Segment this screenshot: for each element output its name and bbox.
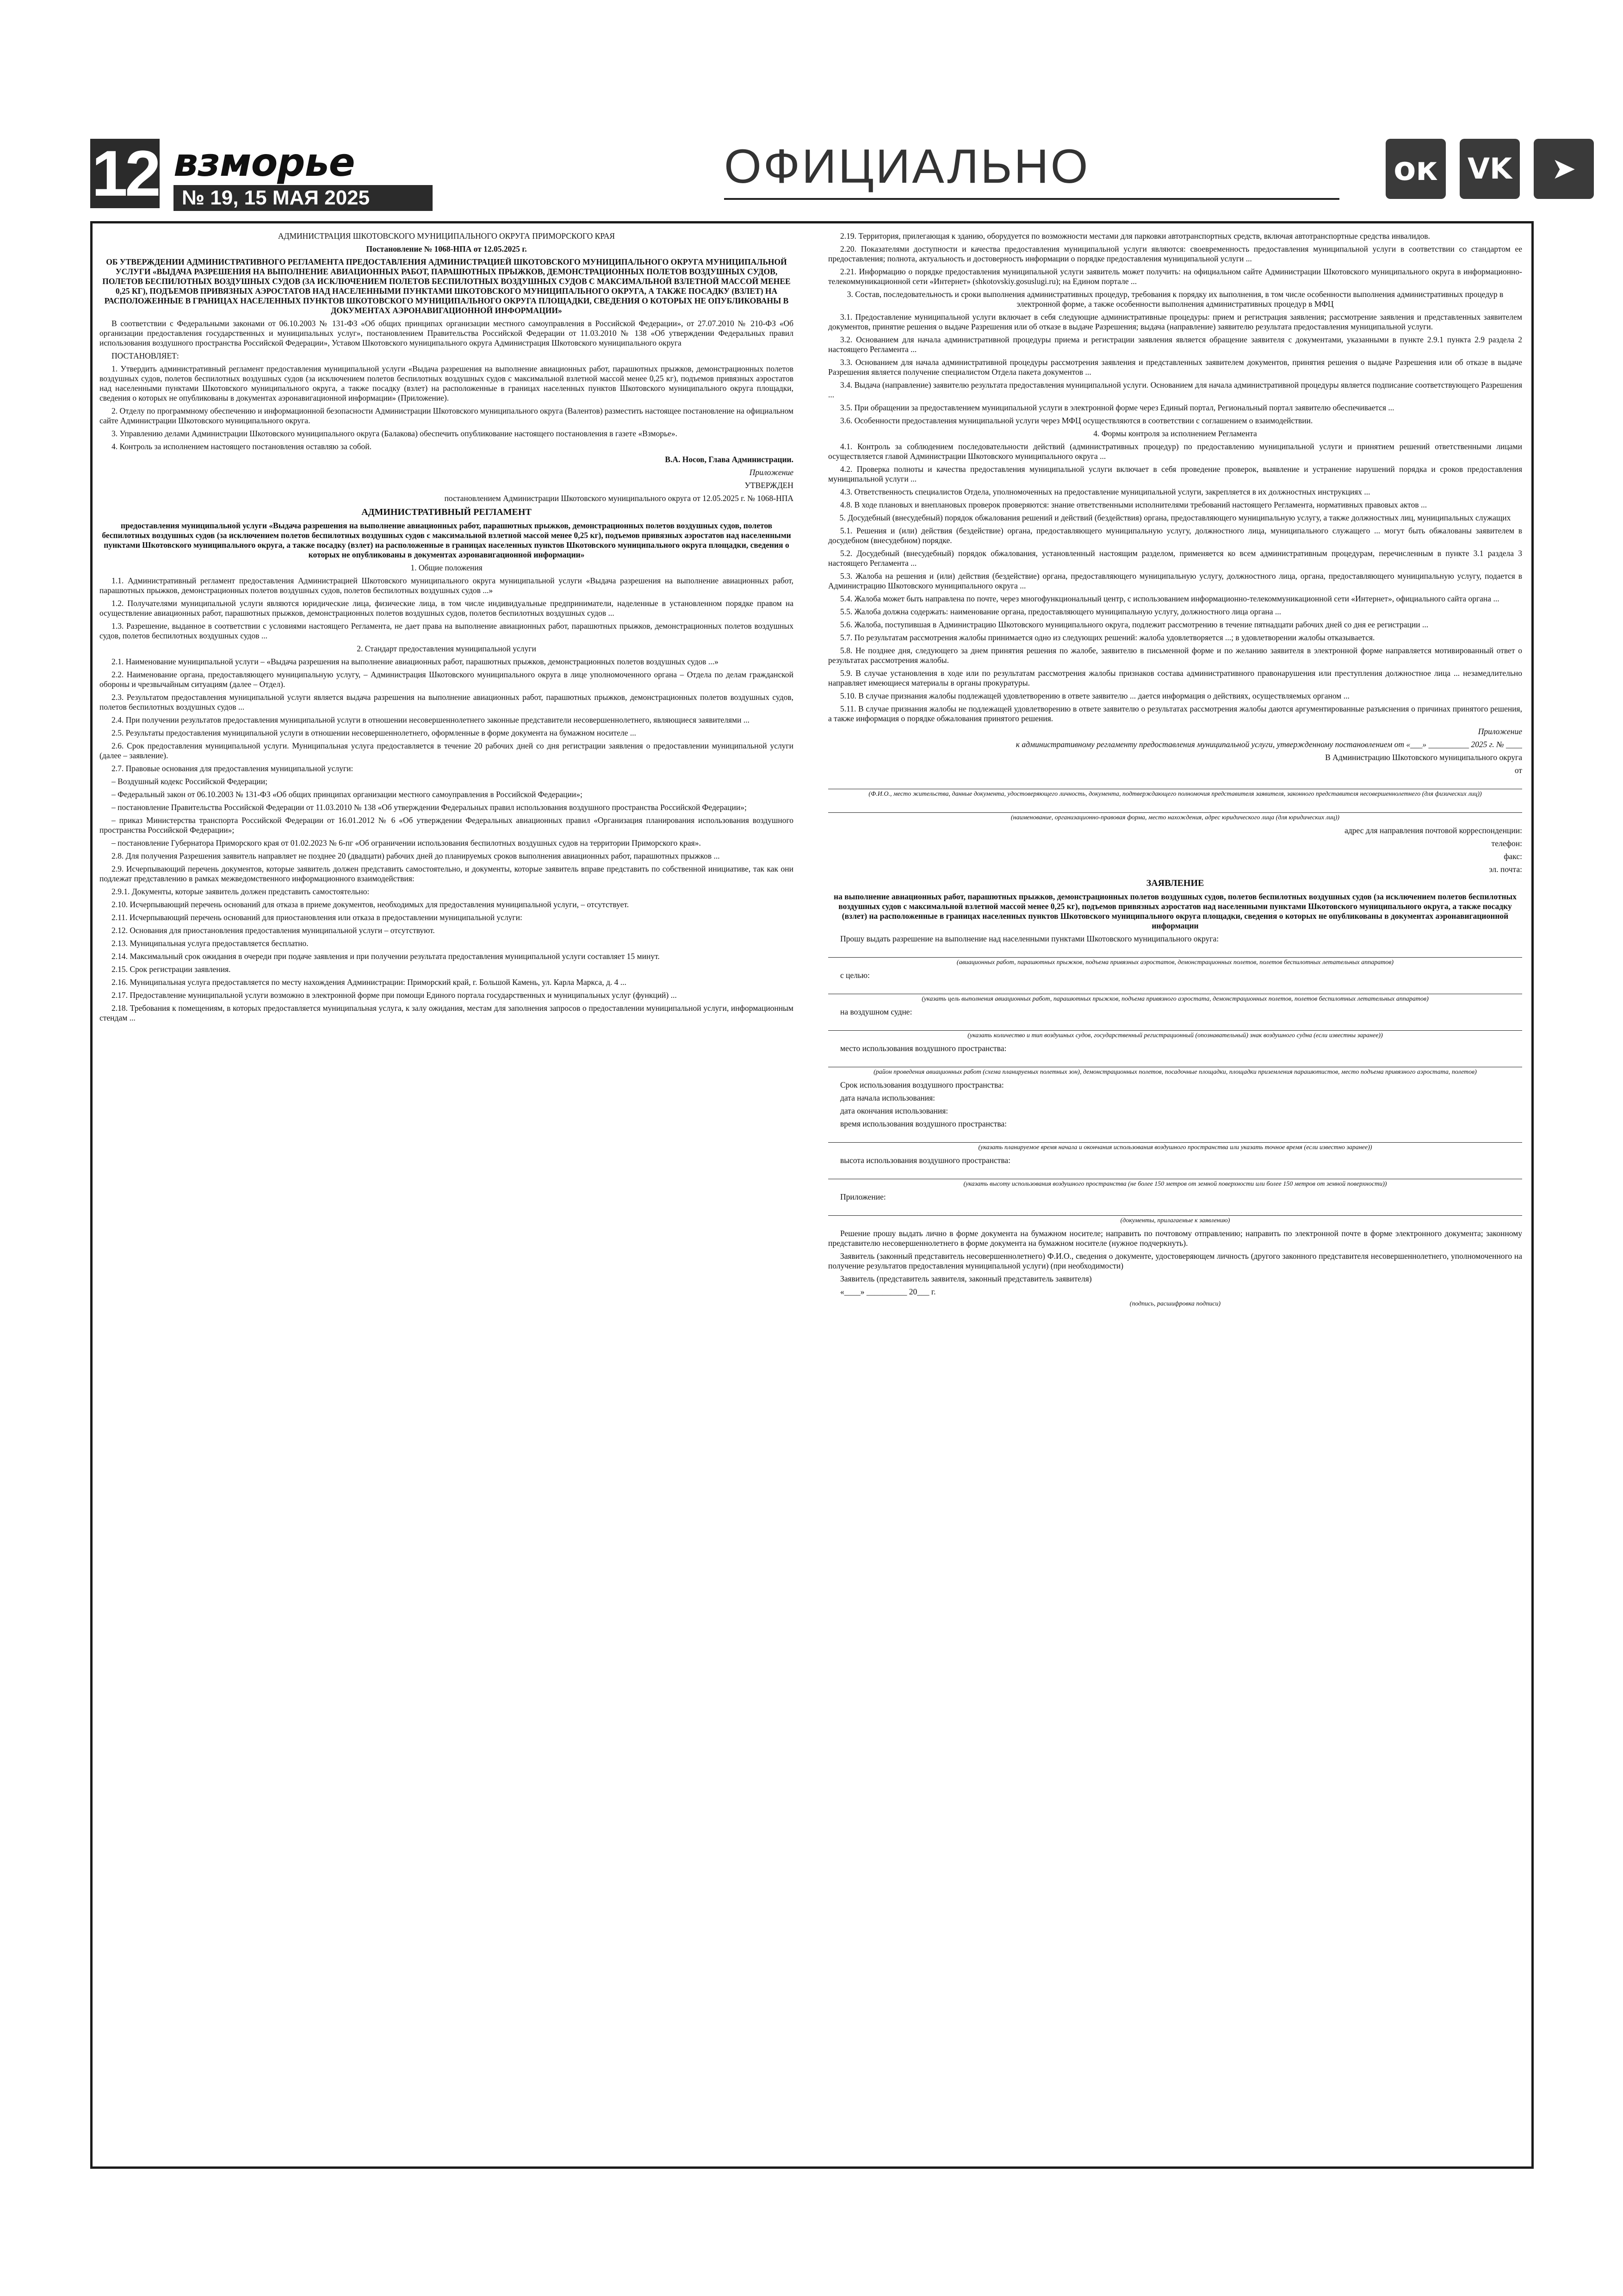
clause-5-5: 5.5. Жалоба должна содержать: наименование органа, предоставляющего муниципальную услугу, должностного лица органа ... (840, 607, 1282, 616)
clause-2-15: 2.15. Срок регистрации заявления. (112, 965, 231, 974)
form-decision: Решение прошу выдать лично в форме документа на бумажном носителе; направить по почтовому отправлению; направить по электронной почте в форме электронного документа; законному представителю несовершеннолетнего в форме документа на бумажном носителе (нужное подчеркнуть). (828, 1229, 1522, 1248)
clause-1-1: 1.1. Административный регламент предоставления Администрацией Шкотовского муниципального округа муниципальной услуги «Выдача разрешения на выполнение авиационных работ, парашютных прыжков, демонстрационных полетов воздушных судов, полетов беспилотных воздушных судов ...» (99, 576, 793, 595)
form-field-line[interactable] (828, 779, 1522, 789)
clause-1-2: 1.2. Получателями муниципальной услуги являются юридические лица, физические лица, в том числе индивидуальные предприниматели, наделенные в установленном порядке правом на осуществление авиационных работ, парашютных прыжков, демонстрационных полетов воздушных судов, полетов беспилотных воздушных судов ... (99, 599, 793, 618)
clause-3-5: 3.5. При обращении за предоставлением муниципальной услуги в электронной форме через Единый портал, Региональный портал заявителю обеспечивается ... (840, 403, 1394, 412)
clause-1-3: 1.3. Разрешение, выданное в соответствии с условиями настоящего Регламента, не дает права на выполнение авиационных работ, парашютных прыжков, демонстрационных полетов воздушных судов, полетов беспилотных воздушных судов ... (99, 621, 793, 640)
form-field-line[interactable] (828, 1205, 1522, 1216)
clause-2-13: 2.13. Муниципальная услуга предоставляется бесплатно. (112, 939, 309, 948)
form-hint: (документы, прилагаемые к заявлению) (1120, 1217, 1230, 1224)
clause-2-7: 2.7. Правовые основания для предоставления муниципальной услуги: (112, 764, 353, 773)
form-time-label: время использования воздушного пространства: (840, 1119, 1007, 1128)
section-1-heading: 1. Общие положения (410, 563, 483, 572)
issue-date: № 19, 15 МАЯ 2025 (173, 185, 433, 211)
form-consent: Заявитель (законный представитель несовершеннолетнего) Ф.И.О., сведения о документе, удостоверяющем личность (другого законного представителя несовершеннолетнего, уполномоченного на получение результатов предоставления муниципальной услуги) (при необходимости) (828, 1251, 1522, 1270)
section-title: ОФИЦИАЛЬНО (724, 140, 1090, 193)
clause-5-6: 5.6. Жалоба, поступившая в Администрацию Шкотовского муниципального округа, подлежит рассмотрению в течение пятнадцати рабочих дней со дня ее регистрации ... (840, 620, 1429, 629)
form-from-label: от (1514, 766, 1522, 775)
clause-2-9-1: 2.9.1. Документы, которые заявитель должен представить самостоятельно: (112, 887, 370, 896)
form-aircraft-label: на воздушном судне: (840, 1007, 912, 1016)
law-item: – приказ Министерства транспорта Российской Федерации от 16.01.2012 № 6 «Об утверждении Федеральных авиационных правил «Организация планирования использования воздушного пространства Российской Федерации»; (99, 816, 793, 835)
law-item: – Воздушный кодекс Российской Федерации; (112, 777, 268, 786)
regulation-subtitle: предоставления муниципальной услуги «Выдача разрешения на выполнение авиационных работ, парашютных прыжков, демонстрационных полетов воздушных судов, полетов беспилотных воздушных судов (за исключением полетов беспилотных воздушных судов с максимальной взлетной массой менее 0,25 кг), подъемов привязных аэростатов над населенными пунктами Шкотовского муниципального округа, а также посадку (взлет) на расположенные в границах населенных пунктов Шкотовского муниципального округа площадки, сведения о которых не опубликованы в документах аэронавигационной информации» (102, 521, 791, 559)
clause-2-11: 2.11. Исчерпывающий перечень оснований для приостановления или отказа в предоставлении муниципальной услуги: (112, 913, 522, 922)
form-hint: (авиационных работ, парашютных прыжков, подъема привязных аэростатов, демонстрационных полетов, полетов беспилотных летательных аппаратов) (956, 959, 1394, 966)
form-title: ЗАЯВЛЕНИЕ (1146, 878, 1204, 888)
clause-2-19: 2.19. Территория, прилегающая к зданию, оборудуется по возможности местами для парковки автотранспортных средств, включая автотранспортные средства инвалидов. (840, 231, 1430, 241)
section-5-heading: 5. Досудебный (внесудебный) порядок обжалования решений и действий (бездействия) органа, предоставляющего муниципальную услугу, а также должностных лиц, муниципальных служащих (839, 513, 1511, 522)
clause-5-7: 5.7. По результатам рассмотрения жалобы принимается одно из следующих решений: жалоба удовлетворяется ...; в удовлетворении жалобы отказывается. (840, 633, 1375, 642)
approved-by: постановлением Администрации Шкотовского муниципального округа от 12.05.2025 г. № 1068-НПА (444, 494, 793, 503)
clause-5-9: 5.9. В случае установления в ходе или по результатам рассмотрения жалобы признаков состава административного правонарушения или преступления должностное лица ... незамедлительно направляет имеющиеся материалы в органы прокуратуры. (828, 668, 1522, 687)
section-4-heading: 4. Формы контроля за исполнением Регламента (1093, 429, 1257, 438)
decree-item-3: 3. Управлению делами Администрации Шкотовского муниципального округа (Балакова) обеспечить опубликование настоящего постановления в газете «Взморье». (112, 429, 677, 438)
clause-4-8: 4.8. В ходе плановых и внеплановых проверок проверяются: знание ответственными исполнителями требований настоящего Регламента, нормативных правовых актов ... (840, 500, 1427, 509)
form-attachments-label: Приложение: (840, 1192, 886, 1201)
law-item: – Федеральный закон от 06.10.2003 № 131-ФЗ «Об общих принципах организации местного самоуправления в Российской Федерации»; (112, 790, 582, 799)
section-rule (724, 198, 1339, 200)
form-request: Прошу выдать разрешение на выполнение над населенными пунктами Шкотовского муниципального округа: (840, 934, 1219, 943)
form-end-label: дата окончания использования: (840, 1106, 948, 1115)
clause-2-16: 2.16. Муниципальная услуга предоставляется по месту нахождения Администрации: Приморский край, г. Большой Камень, ул. Карла Маркса, д. 4 ... (112, 978, 626, 987)
clause-2-8: 2.8. Для получения Разрешения заявитель направляет не позднее 20 (двадцати) рабочих дней до планируемых сроков выполнения авиационных работ, парашютных прыжков ... (112, 851, 720, 860)
form-org-hint: (наименование, организационно-правовая форма, место нахождения, адрес юридического лица (для юридических лиц)) (1010, 814, 1340, 821)
form-fax-label: факс: (1504, 852, 1522, 861)
form-field-line[interactable] (828, 1169, 1522, 1179)
form-hint: (подпись, расшифровка подписи) (1129, 1300, 1221, 1307)
approved-label: УТВЕРЖДЕН (744, 481, 793, 490)
clause-4-2: 4.2. Проверка полноты и качества предоставления муниципальной услуги включает в себя проведение проверок, выявление и устранение нарушений порядка и сроков предоставления муниципальной услуги ... (828, 464, 1522, 483)
clause-2-20: 2.20. Показателями доступности и качества предоставления муниципальной услуги являются: своевременность предоставления муниципальной услуги в соответствии со стандартом ее предоставления; полнота, актуальность и достоверность информации о порядке предоставления муниципальной услуги ... (828, 244, 1522, 263)
clause-5-10: 5.10. В случае признания жалобы подлежащей удовлетворению в ответе заявителю ... дается информация о действиях, осуществляемых органом ... (840, 691, 1350, 700)
clause-3-3: 3.3. Основанием для начала административной процедуры рассмотрения заявления и представленных заявителем документов, принятия решения о выдаче Разрешения или об отказе в выдаче Разрешения является получение специалистом Отдела пакета документов ... (828, 358, 1522, 377)
clause-5-3: 5.3. Жалоба на решения и (или) действия (бездействие) органа, предоставляющего муниципальную услугу, должностного лица, органа, предоставляющего муниципальную услугу, подается в Администрацию Шкотовского муниципального округа ... (828, 571, 1522, 590)
right-column (828, 231, 1522, 2160)
telegram-icon: ➤ (1534, 139, 1594, 199)
clause-5-1: 5.1. Решения и (или) действия (бездействие) органа, предоставляющего муниципальную услугу, должностного лица, муниципального служащего ... могут быть обжалованы заявителем в досудебном (внесудебном) порядке. (828, 526, 1522, 545)
form-start-label: дата начала использования: (840, 1093, 935, 1102)
preamble: В соответствии с Федеральными законами от 06.10.2003 № 131-ФЗ «Об общих принципах организации местного самоуправления в Российской Федерации», от 27.07.2010 № 210-ФЗ «Об организации предоставления государственных и муниципальных услуг», постановлением Правительства Российской Федерации от 11.03.2010 № 138 «Об утверждении Федеральных правил использования воздушного пространства Российской Федерации», Уставом Шкотовского муниципального округа Администрация Шкотовского муниципального округа (99, 319, 793, 347)
newspaper-logo: взморье (173, 140, 355, 185)
decree-item-2: 2. Отделу по программному обеспечению и информационной безопасности Администрации Шкотовского муниципального округа (Валентов) разместить настоящее постановление на официальном сайте Администрации Шкотовского муниципального округа. (99, 406, 793, 425)
appendix-label: Приложение (749, 468, 793, 477)
form-goal-label: с целью: (840, 971, 870, 980)
form-date: «____» __________ 20___ г. (840, 1287, 936, 1296)
section-2-heading: 2. Стандарт предоставления муниципальной услуги (357, 644, 536, 653)
form-field-line[interactable] (828, 802, 1522, 813)
decree-title: ОБ УТВЕРЖДЕНИИ АДМИНИСТРАТИВНОГО РЕГЛАМЕНТА ПРЕДОСТАВЛЕНИЯ АДМИНИСТРАЦИЕЙ ШКОТОВСКОГО МУНИЦИПАЛЬНОГО ОКРУГА МУНИЦИПАЛЬНОЙ УСЛУГИ «ВЫДАЧА РАЗРЕШЕНИЯ НА ВЫПОЛНЕНИЕ АВИАЦИОННЫХ РАБОТ, ПАРАШЮТНЫХ ПРЫЖКОВ, ДЕМОНСТРАЦИОННЫХ ПОЛЕТОВ ВОЗДУШНЫХ СУДОВ, ПОЛЕТОВ БЕСПИЛОТНЫХ ВОЗДУШНЫХ СУДОВ (ЗА ИСКЛЮЧЕНИЕМ ПОЛЕТОВ БЕСПИЛОТНЫХ ВОЗДУШНЫХ СУДОВ С МАКСИМАЛЬНОЙ ВЗЛЕТНОЙ МАССОЙ МЕНЕЕ 0,25 КГ), ПОДЪЕМОВ ПРИВЯЗНЫХ АЭРОСТАТОВ НАД НАСЕЛЕННЫМИ ПУНКТАМИ ШКОТОВСКОГО МУНИЦИПАЛЬНОГО ОКРУГА, А ТАКЖЕ ПОСАДКУ (ВЗЛЕТ) НА РАСПОЛОЖЕННЫЕ В ГРАНИЦАХ НАСЕЛЕННЫХ ПУНКТОВ ШКОТОВСКОГО МУНИЦИПАЛЬНОГО ОКРУГА ПЛОЩАДКИ, СВЕДЕНИЯ О КОТОРЫХ НЕ ОПУБЛИКОВАНЫ В ДОКУМЕНТАХ АЭРОНАВИГАЦИОННОЙ ИНФОРМАЦИИ» (102, 257, 791, 315)
law-item: – постановление Правительства Российской Федерации от 11.03.2010 № 138 «Об утверждении Федеральных правил использования воздушного пространства Российской Федерации»; (112, 803, 747, 812)
form-hint: (указать планируемое время начала и окончания использования воздушного пространства или указать точное время (если известно заранее)) (978, 1144, 1372, 1151)
regulation-title: АДМИНИСТРАТИВНЫЙ РЕГЛАМЕНТ (361, 507, 532, 517)
clause-4-3: 4.3. Ответственность специалистов Отдела, уполномоченных на предоставление муниципальной услуги, закрепляется в их должностных инструкциях ... (840, 487, 1370, 496)
clause-3-1: 3.1. Предоставление муниципальной услуги включает в себя следующие административные процедуры: прием и регистрация заявления; рассмотрение заявления и представленных заявителем документов, принятие решения о выдаче Разрешения или об отказе в выдаче Разрешения; выдача (направление) заявителю результата предоставления муниципальной услуги. (828, 312, 1522, 331)
law-item: – постановление Губернатора Приморского края от 01.02.2023 № 6-пг «Об ограничении использования беспилотных воздушных судов на территории Приморского края». (112, 838, 701, 848)
clause-2-2: 2.2. Наименование органа, предоставляющего муниципальную услугу, – Администрация Шкотовского муниципального округа в лице уполномоченного органа – Отдела по делам гражданской обороны и чрезвычайным ситуациям (далее – Отдел). (99, 670, 793, 689)
form-hint: (указать высоту использования воздушного пространства (не более 150 метров от земной поверхности или более 150 метров от земной поверхности)) (963, 1181, 1387, 1188)
form-period-label: Срок использования воздушного пространства: (840, 1080, 1004, 1089)
form-from-hint: (Ф.И.О., место жительства, данные документа, удостоверяющего личность, документа, подтверждающего полномочия представителя заявителя, законного представителя несовершеннолетнего (для физических лиц)) (868, 791, 1482, 798)
form-place-label: место использования воздушного пространства: (840, 1044, 1007, 1053)
clause-2-3: 2.3. Результатом предоставления муниципальной услуги является выдача разрешения на выполнение авиационных работ, парашютных прыжков, демонстрационных полетов воздушных судов, полетов беспилотных воздушных судов ... (99, 693, 793, 712)
clause-2-12: 2.12. Основания для приостановления предоставления муниципальной услуги – отсутствуют. (112, 926, 435, 935)
form-address-label: адрес для направления почтовой корреспонденции: (1344, 826, 1522, 835)
clause-2-5: 2.5. Результаты предоставления муниципальной услуги в отношении несовершеннолетнего, оформленные в форме документа на бумажном носителе ... (112, 728, 636, 737)
form-phone-label: телефон: (1491, 839, 1522, 848)
clause-2-6: 2.6. Срок предоставления муниципальной услуги. Муниципальная услуга предоставляется в течение 20 рабочих дней со дня регистрации заявления о предоставлении муниципальной услуги (далее – заявление). (99, 741, 793, 760)
clause-2-10: 2.10. Исчерпывающий перечень оснований для отказа в приеме документов, необходимых для предоставления муниципальной услуги, – отсутствует. (112, 900, 629, 909)
clause-4-1: 4.1. Контроль за соблюдением последовательности действий (административных процедур) по предоставлению муниципальной услуги и принятием решений ответственными лицами осуществляется главой Администрации Шкотовского муниципального округа ... (828, 442, 1522, 461)
form-hint: (указать количество и тип воздушных судов, государственный регистрационный (опознавательный) знак воздушного судна (если известны заранее)) (967, 1032, 1383, 1039)
form-email-label: эл. почта: (1489, 865, 1522, 874)
form-field-line[interactable] (828, 1132, 1522, 1143)
clause-2-14: 2.14. Максимальный срок ожидания в очереди при подаче заявления и при получении результата предоставления муниципальной услуги составляет 15 минут. (112, 952, 660, 961)
masthead (90, 137, 1576, 213)
clause-5-2: 5.2. Досудебный (внесудебный) порядок обжалования, установленный настоящим разделом, применяется ко всем административным процедурам, перечисленным в пункте 3.1 раздела 3 настоящего Регламента ... (828, 549, 1522, 568)
form-hint: (указать цель выполнения авиационных работ, парашютных прыжков, подъема привязного аэростата, демонстрационных полетов, полетов беспилотных летательных аппаратов) (922, 996, 1429, 1003)
form-field-line[interactable] (828, 984, 1522, 994)
form-field-line[interactable] (828, 947, 1522, 958)
decides: ПОСТАНОВЛЯЕТ: (112, 351, 179, 360)
clause-2-17: 2.17. Предоставление муниципальной услуги возможно в электронной форме при помощи Единого портала государственных и муниципальных услуг (функций) ... (112, 990, 677, 1000)
org-name: АДМИНИСТРАЦИЯ ШКОТОВСКОГО МУНИЦИПАЛЬНОГО ОКРУГА ПРИМОРСКОГО КРАЯ (278, 231, 615, 241)
clause-2-1: 2.1. Наименование муниципальной услуги – «Выдача разрешения на выполнение авиационных работ, парашютных прыжков, демонстрационных полетов воздушных судов ...» (112, 657, 719, 666)
clause-2-9: 2.9. Исчерпывающий перечень документов, которые заявитель должен представить самостоятельно, и документы, которые заявитель вправе представить по собственной инициативе, так как они подлежат представлению в рамках межведомственного информационного взаимодействия: (99, 864, 793, 883)
page-number: 12 (90, 139, 160, 208)
form-appendix-label: Приложение (1478, 727, 1522, 736)
decree-item-1: 1. Утвердить административный регламент предоставления муниципальной услуги «Выдача разрешения на выполнение авиационных работ, парашютных прыжков, демонстрационных полетов воздушных судов, полетов беспилотных воздушных судов (за исключением полетов беспилотных воздушных судов с максимальной взлетной массой менее 0,25 кг), подъемов привязных аэростатов над населенными пунктами Шкотовского муниципального округа, а также посадку (взлет) на расположенные в границах населенных пунктов Шкотовского муниципального округа площадки, сведения о которых не опубликованы в документах аэронавигационной информации» (Приложение). (99, 364, 793, 402)
form-subtitle: на выполнение авиационных работ, парашютных прыжков, демонстрационных полетов воздушных судов, полетов беспилотных воздушных судов (за исключением полетов беспилотных воздушных судов с максимальной взлетной массой менее 0,25 кг), подъемов привязных аэростатов над населенными пунктами Шкотовского муниципального округа, а также посадку (взлет) на расположенные в границах населенных пунктов Шкотовского муниципального округа площадки, сведения о которых не опубликованы в документах аэронавигационной информации (834, 892, 1517, 930)
section-3-heading: 3. Состав, последовательность и сроки выполнения административных процедур, требования к порядку их выполнения, в том числе особенности выполнения административных процедур в электронной форме, а также особенности выполнения административных процедур в МФЦ (847, 290, 1504, 309)
decree-number: Постановление № 1068-НПА от 12.05.2025 г. (366, 244, 527, 254)
form-field-line[interactable] (828, 1020, 1522, 1031)
clause-3-2: 3.2. Основанием для начала административной процедуры приема и регистрации заявления является обращение заявителя с документами, указанными в пункте 2.9.1 пункта 2.9 раздела 2 настоящего Регламента ... (828, 335, 1522, 354)
form-hint: (район проведения авиационных работ (схема планируемых полетных зон), демонстрационных полетов, посадочные площадки, площадки приземления парашютистов, место подъема привязного аэростата, полетов) (873, 1069, 1477, 1076)
clause-3-4: 3.4. Выдача (направление) заявителю результата предоставления муниципальной услуги. Основанием для начала административной процедуры является подписание соответствующего Разрешения ... (828, 380, 1522, 399)
left-column (99, 231, 793, 2160)
odnoklassniki-icon: ок (1386, 139, 1446, 199)
form-field-line[interactable] (828, 1057, 1522, 1067)
clause-3-6: 3.6. Особенности предоставления муниципальной услуги через МФЦ осуществляются в соответствии с соглашением о взаимодействии. (840, 416, 1313, 425)
form-sign-label: Заявитель (представитель заявителя, законный представитель заявителя) (840, 1274, 1092, 1283)
clause-2-21: 2.21. Информацию о порядке предоставления муниципальной услуги заявитель может получить: на официальном сайте Администрации Шкотовского муниципального округа в информационно-телекоммуникационной сети «Интернет» (shkotovskiy.gosuslugi.ru); на Едином портале ... (828, 267, 1522, 286)
clause-5-4: 5.4. Жалоба может быть направлена по почте, через многофункциональный центр, с использованием информационно-телекоммуникационной сети «Интернет», официального сайта органа ... (840, 594, 1499, 603)
vk-icon: VK (1460, 139, 1520, 199)
clause-5-11: 5.11. В случае признания жалобы не подлежащей удовлетворению в ответе заявителю о результатах рассмотрения жалобы даются аргументированные разъяснения о причинах принятого решения, а также информация о порядке обжалования принятого решения. (828, 704, 1522, 723)
clause-5-8: 5.8. Не позднее дня, следующего за днем принятия решения по жалобе, заявителю в письменной форме и по желанию заявителя в электронной форме направляется мотивированный ответ о результатах рассмотрения жалобы. (828, 646, 1522, 665)
form-addressee: В Администрацию Шкотовского муниципального округа (1325, 753, 1522, 762)
signature: В.А. Носов, Глава Администрации. (665, 455, 793, 464)
decree-item-4: 4. Контроль за исполнением настоящего постановления оставляю за собой. (112, 442, 372, 451)
clause-2-18: 2.18. Требования к помещениям, в которых предоставляется муниципальная услуга, к залу ожидания, местам для заполнения запросов о предоставлении муниципальной услуги, информационным стендам ... (99, 1003, 793, 1022)
clause-2-4: 2.4. При получении результатов предоставления муниципальной услуги в отношении несовершеннолетнего законные представители несовершеннолетнего, являющиеся заявителями ... (112, 715, 750, 724)
form-altitude-label: высота использования воздушного пространства: (840, 1156, 1011, 1165)
form-appendix-to: к административному регламенту предоставления муниципальной услуги, утвержденному постановлением от «___» __________ 2025 г. № ____ (1016, 740, 1522, 749)
